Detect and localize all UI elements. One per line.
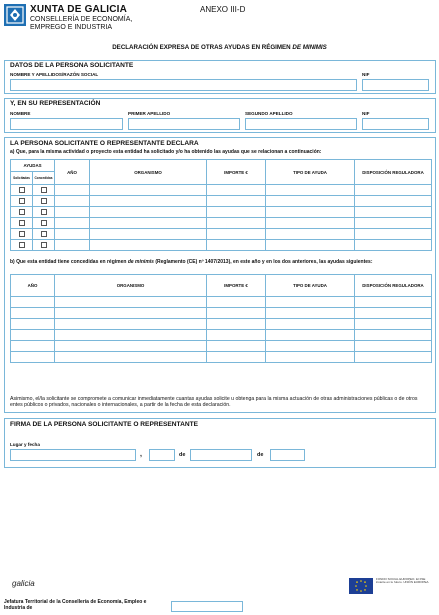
regulation-cell[interactable] xyxy=(355,218,432,229)
representative-nif-label: NIF xyxy=(362,111,370,116)
declaration-a-text: a) Que, para la misma actividad o proyecto esta entidad ha solicitado y/o ha obtenido las ayudas que se relacionan a continuación: xyxy=(10,149,322,155)
regulation-cell[interactable] xyxy=(355,207,432,218)
province-field[interactable] xyxy=(171,601,243,612)
regulation-cell[interactable] xyxy=(355,308,432,319)
year-cell[interactable] xyxy=(55,185,90,196)
amount-cell[interactable] xyxy=(207,196,266,207)
section-title: Y, EN SU REPRESENTACIÓN xyxy=(10,100,101,107)
year-cell[interactable] xyxy=(11,330,55,341)
amount-cell[interactable] xyxy=(207,207,266,218)
year-cell[interactable] xyxy=(11,308,55,319)
department-line-1: CONSELLERÍA DE ECONOMÍA, xyxy=(30,16,133,23)
de-separator-1: de xyxy=(179,452,186,458)
table-row xyxy=(11,207,432,218)
aid-type-cell[interactable] xyxy=(266,319,355,330)
organism-cell[interactable] xyxy=(90,240,207,251)
organism-cell[interactable] xyxy=(55,319,207,330)
place-field[interactable] xyxy=(10,449,136,461)
document-title xyxy=(0,44,439,51)
regulation-cell[interactable] xyxy=(355,319,432,330)
organism-cell[interactable] xyxy=(55,308,207,319)
regulation-cell[interactable] xyxy=(355,352,432,363)
aid-type-cell[interactable] xyxy=(266,196,355,207)
amount-cell[interactable] xyxy=(207,330,266,341)
amount-cell[interactable] xyxy=(207,185,266,196)
table-row xyxy=(11,218,432,229)
declaration-b-text xyxy=(10,259,431,265)
granted-header: Concedidas xyxy=(33,172,55,185)
requested-header: Solicitadas xyxy=(11,172,33,185)
organism-cell[interactable] xyxy=(90,185,207,196)
department-line-2: EMPREGO E INDUSTRIA xyxy=(30,24,113,31)
amount-cell[interactable] xyxy=(207,319,266,330)
regulation-header: DISPOSICIÓN REGULADORA xyxy=(355,160,432,185)
granted-checkbox[interactable] xyxy=(41,198,47,204)
amount-cell[interactable] xyxy=(207,308,266,319)
de-separator-2: de xyxy=(257,452,264,458)
organism-cell[interactable] xyxy=(55,341,207,352)
ayudas-header: AYUDAS xyxy=(11,160,55,172)
month-field[interactable] xyxy=(190,449,252,461)
day-field[interactable] xyxy=(149,449,175,461)
granted-checkbox[interactable] xyxy=(41,220,47,226)
organism-cell[interactable] xyxy=(55,297,207,308)
representative-nif-field[interactable] xyxy=(362,118,429,130)
year-cell[interactable] xyxy=(55,218,90,229)
brand-name: XUNTA DE GALICIA xyxy=(30,4,128,15)
regulation-cell[interactable] xyxy=(355,196,432,207)
department-name xyxy=(30,16,132,32)
year-cell[interactable] xyxy=(55,196,90,207)
table-row xyxy=(11,352,432,363)
declaration-b-post: (Reglamento (CE) nº 1407/2013), en este año y en los dos anteriores, las ayudas siguientes: xyxy=(153,259,373,265)
name-label: NOMBRE Y APELLIDOS/RAZÓN SOCIAL xyxy=(10,72,99,77)
section-title: FIRMA DE LA PERSONA SOLICITANTE O REPRESENTANTE xyxy=(10,421,199,428)
amount-header: IMPORTE € xyxy=(207,160,266,185)
aid-type-cell[interactable] xyxy=(266,218,355,229)
requested-checkbox[interactable] xyxy=(19,242,25,248)
aids-table-b xyxy=(10,274,432,363)
table-row xyxy=(11,308,432,319)
amount-cell[interactable] xyxy=(207,341,266,352)
xunta-logo-icon xyxy=(4,4,26,26)
amount-cell[interactable] xyxy=(207,352,266,363)
first-name-label: NOMBRE xyxy=(10,111,31,116)
requested-checkbox[interactable] xyxy=(19,209,25,215)
eu-flag-icon xyxy=(349,578,373,594)
declaration-b-emphasis: de minimis xyxy=(127,259,154,265)
year-cell[interactable] xyxy=(11,297,55,308)
table-row xyxy=(11,240,432,251)
regulation-cell[interactable] xyxy=(355,185,432,196)
year-cell[interactable] xyxy=(11,341,55,352)
territorial-office-text: Jefatura Territorial de la Consellería de Economía, Empleo e Industria de xyxy=(4,599,147,611)
requested-checkbox[interactable] xyxy=(19,187,25,193)
aid-type-cell[interactable] xyxy=(266,308,355,319)
eu-fund-text: FONDO SOCIAL EUROPEO. El FSE invierte en tu futuro. UNIÓN EUROPEA xyxy=(376,577,429,585)
organism-cell[interactable] xyxy=(55,352,207,363)
place-date-label: Lugar y fecha xyxy=(10,442,40,447)
aid-type-header: TIPO DE AYUDA xyxy=(266,275,355,297)
amount-header: IMPORTE € xyxy=(207,275,266,297)
organism-header: ORGANISMO xyxy=(90,160,207,185)
section-title: DATOS DE LA PERSONA SOLICITANTE xyxy=(10,62,134,69)
aid-type-cell[interactable] xyxy=(266,207,355,218)
amount-cell[interactable] xyxy=(207,240,266,251)
requested-checkbox[interactable] xyxy=(19,220,25,226)
aid-type-cell[interactable] xyxy=(266,185,355,196)
declaration-b-pre: b) Que esta entidad tiene concedidas en régimen xyxy=(10,259,128,265)
first-name-field[interactable] xyxy=(10,118,123,130)
organism-cell[interactable] xyxy=(55,330,207,341)
galicia-logo: galicia xyxy=(12,579,35,588)
organism-cell[interactable] xyxy=(90,196,207,207)
amount-cell[interactable] xyxy=(207,229,266,240)
name-field[interactable] xyxy=(10,79,357,91)
document-title-emphasis: DE MINIMIS xyxy=(292,44,327,51)
aids-table-a xyxy=(10,159,432,251)
year-field[interactable] xyxy=(270,449,305,461)
regulation-cell[interactable] xyxy=(355,240,432,251)
amount-cell[interactable] xyxy=(207,297,266,308)
table-row xyxy=(11,229,432,240)
granted-checkbox[interactable] xyxy=(41,231,47,237)
aid-type-header: TIPO DE AYUDA xyxy=(266,160,355,185)
table-row xyxy=(11,330,432,341)
regulation-cell[interactable] xyxy=(355,229,432,240)
regulation-cell[interactable] xyxy=(355,341,432,352)
second-surname-label: SEGUNDO APELLIDO xyxy=(245,111,293,116)
regulation-cell[interactable] xyxy=(355,330,432,341)
table-row xyxy=(11,185,432,196)
granted-checkbox[interactable] xyxy=(41,242,47,248)
aid-type-cell[interactable] xyxy=(266,330,355,341)
regulation-cell[interactable] xyxy=(355,297,432,308)
requested-checkbox[interactable] xyxy=(19,198,25,204)
organism-header: ORGANISMO xyxy=(55,275,207,297)
year-cell[interactable] xyxy=(11,319,55,330)
first-surname-label: PRIMER APELLIDO xyxy=(128,111,171,116)
granted-checkbox[interactable] xyxy=(41,187,47,193)
year-cell[interactable] xyxy=(55,229,90,240)
nif-label: NIF xyxy=(362,72,370,77)
aid-type-cell[interactable] xyxy=(266,341,355,352)
organism-cell[interactable] xyxy=(90,207,207,218)
requested-checkbox[interactable] xyxy=(19,231,25,237)
year-cell[interactable] xyxy=(11,352,55,363)
nif-field[interactable] xyxy=(362,79,429,91)
table-row xyxy=(11,319,432,330)
document-title-main: DECLARACIÓN EXPRESA DE OTRAS AYUDAS EN RÉGIMEN xyxy=(112,44,293,51)
commitment-text: Asimismo, el/la solicitante se compromete a comunicar inmediatamente cuantas ayudas solicite u obtenga para la misma actuación de otras administraciones públicas o de otros entes públicos o privados, nacionales o internacionales, a partir de la fecha de esta declaración. xyxy=(10,396,418,409)
granted-checkbox[interactable] xyxy=(41,209,47,215)
first-surname-field[interactable] xyxy=(128,118,240,130)
annex-label: ANEXO III-D xyxy=(200,5,246,14)
table-row xyxy=(11,297,432,308)
year-cell[interactable] xyxy=(55,207,90,218)
aid-type-cell[interactable] xyxy=(266,297,355,308)
year-header: AÑO xyxy=(55,160,90,185)
aid-type-cell[interactable] xyxy=(266,352,355,363)
organism-cell[interactable] xyxy=(90,218,207,229)
table-row xyxy=(11,341,432,352)
aid-type-cell[interactable] xyxy=(266,240,355,251)
year-header: AÑO xyxy=(11,275,55,297)
table-row xyxy=(11,196,432,207)
comma-separator: , xyxy=(140,451,142,458)
amount-cell[interactable] xyxy=(207,218,266,229)
second-surname-field[interactable] xyxy=(245,118,357,130)
section-title: LA PERSONA SOLICITANTE O REPRESENTANTE DECLARA xyxy=(10,140,199,147)
regulation-header: DISPOSICIÓN REGULADORA xyxy=(355,275,432,297)
aid-type-cell[interactable] xyxy=(266,229,355,240)
year-cell[interactable] xyxy=(55,240,90,251)
organism-cell[interactable] xyxy=(90,229,207,240)
